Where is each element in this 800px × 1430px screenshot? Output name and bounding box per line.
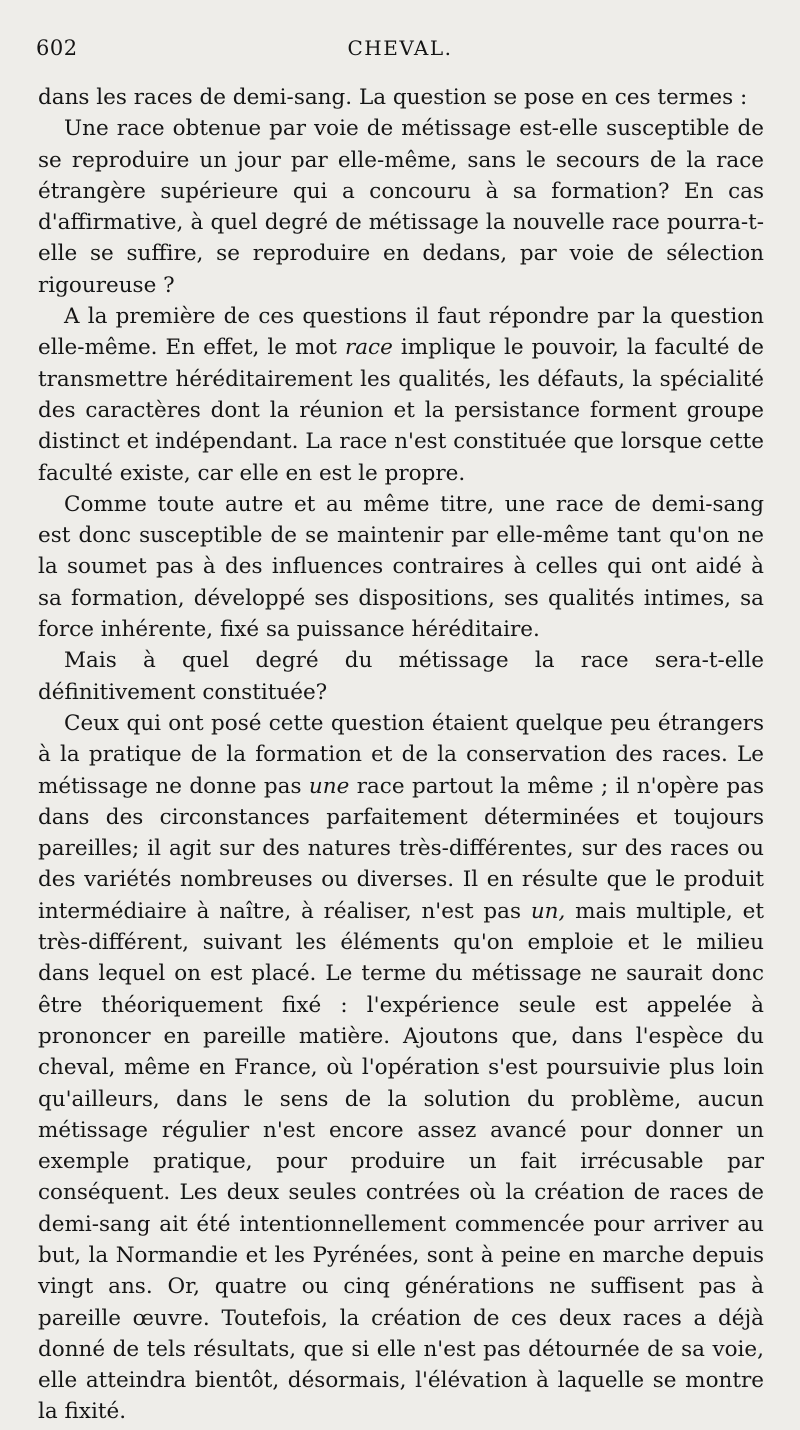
paragraph-text: Ceux qui ont posé cette question étaient quelque peu étrangers à la pratique de la formation et de la conservation des races. Le métissage ne donne pas (38, 710, 764, 799)
paragraph (38, 489, 764, 645)
paragraph-text: race partout la même ; il n'opère pas dans des circonstances parfaitement déterminées et toujours pareilles; il agit sur des natures très-différentes, sur des races ou des variétés nombreuses ou diverses. Il en résulte que le produit intermédiaire à naître, à réaliser, n'est pas (38, 773, 764, 924)
page-header (36, 36, 764, 72)
paragraph-text: Comme toute autre et au même titre, une race de demi-sang est donc susceptible de se maintenir par elle-même tant qu'on ne la soumet pas à des influences contraires à celles qui ont aidé à sa formation, développé ses dispositions, ses qualités intimes, sa force inhérente, fixé sa puissance héréditaire. (38, 491, 764, 643)
paragraph (38, 82, 764, 113)
paragraph (38, 708, 764, 1428)
paragraph-text: implique le pouvoir, la faculté de transmettre héréditairement les qualités, les défauts, la spécialité des caractères dont la réunion et la persistance forment groupe distinct et indépendant. La race n'est constituée que lorsque cette faculté existe, car elle en est le propre. (38, 335, 765, 486)
paragraph-text: Une race obtenue par voie de métissage est-elle susceptible de se reproduire un jour par elle-même, sans le secours de la race étrangère supérieure qui a concouru à sa formation? En cas d'affirmative, à quel degré de métissage la nouvelle race pourra-t-elle se suffire, se reproduire en dedans, par voie de sélection rigoureuse ? (38, 116, 764, 298)
paragraph-text: mais multiple, et très-différent, suivant les éléments qu'on emploie et le milieu dans lequel on est placé. Le terme du métissage ne saurait donc être théoriquement fixé : l'expérience seule est appelée à prononcer en pareille matière. Ajoutons que, dans l'espèce du cheval, même en France, où l'opération s'est poursuivie plus loin qu'ailleurs, dans le sens de la solution du problème, aucun métissage régulier n'est encore assez avancé pour donner un exemple pratique, pour produire un fait irrécusable par conséquent. Les deux seules contrées où la création de races de demi-sang ait été intentionnellement commencée pour arriver au but, la Normandie et les Pyrénées, sont à peine en marche depuis vingt ans. Or, quatre ou cinq générations ne suffisent pas à pareille œuvre. Toutefois, la création de ces deux races a déjà donné de tels résultats, que si elle n'est pas détournée de sa voie, elle atteindra bientôt, désormais, l'élévation à laquelle se montre la fixité. (38, 898, 764, 1425)
paragraph (38, 301, 764, 489)
body-text (38, 82, 764, 1428)
italic-text: un, (530, 898, 566, 924)
paragraph-text: Mais à quel degré du métissage la race sera-t-elle définitivement constituée? (38, 648, 764, 705)
italic-text: race (344, 335, 393, 361)
paragraph-text: dans les races de demi-sang. La question se pose en ces termes : (38, 85, 748, 110)
italic-text: une (308, 773, 350, 799)
page-number: 602 (36, 36, 78, 60)
paragraph-text: A la première de ces questions il faut répondre par la question elle-même. En effet, le mot (38, 304, 764, 361)
running-title: CHEVAL. (347, 36, 453, 60)
paragraph (38, 113, 764, 301)
paragraph (38, 645, 764, 708)
